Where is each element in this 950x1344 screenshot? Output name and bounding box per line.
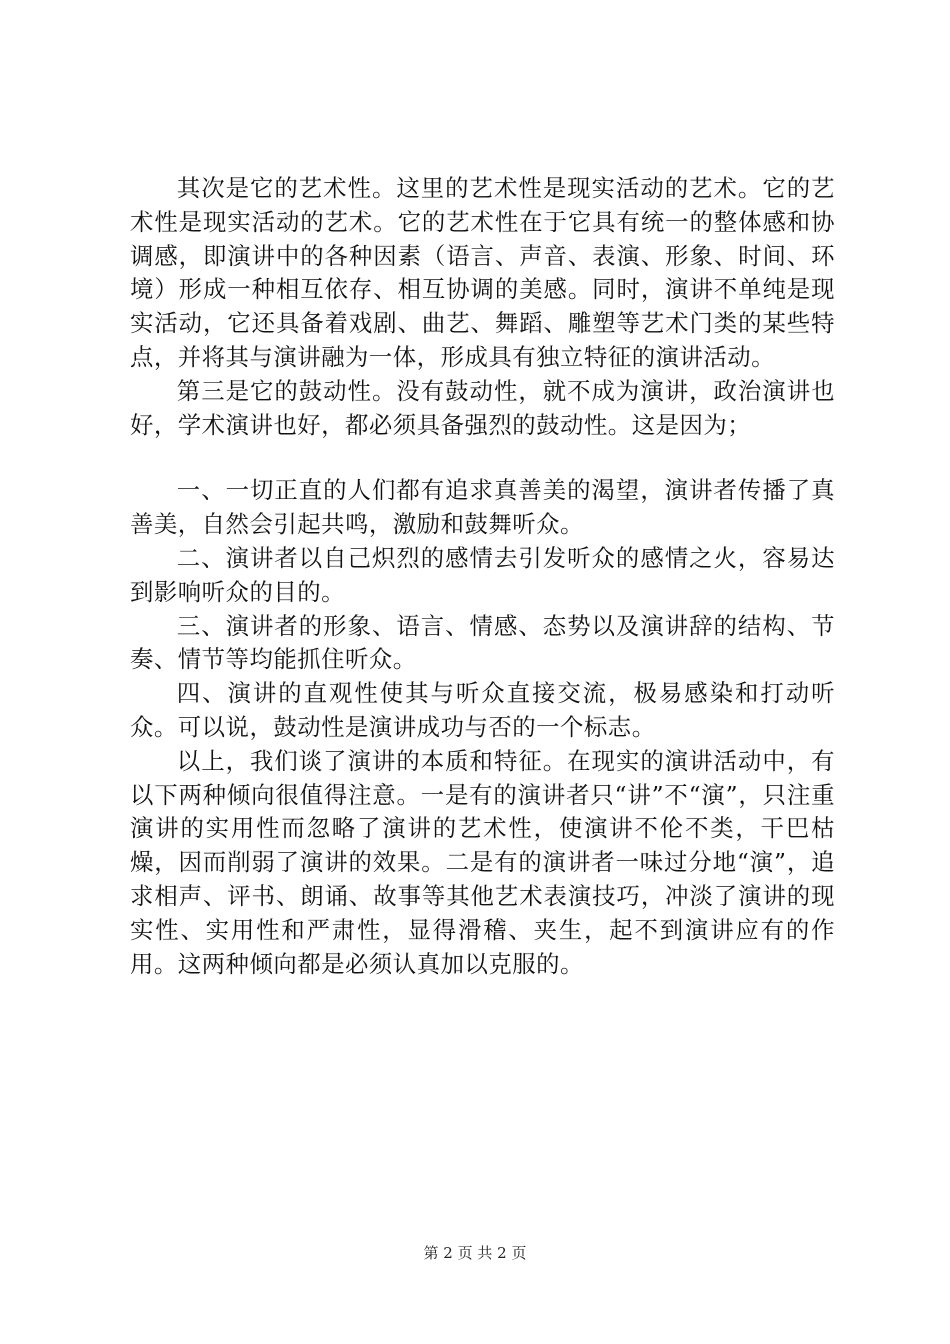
paragraph-gap (130, 442, 835, 474)
list-item-point-1: 一、一切正直的人们都有追求真善美的渴望，演讲者传播了真善美，自然会引起共鸣，激励和鼓舞听众。 (130, 476, 835, 539)
paragraph-conclusion: 以上，我们谈了演讲的本质和特征。在现实的演讲活动中，有以下两种倾向很值得注意。一是有的演讲者只“讲”不“演”，只注重演讲的实用性而忽略了演讲的艺术性，使演讲不伦不类，干巴枯燥，因而削弱了演讲的效果。二是有的演讲者一味过分地“演”，追求相声、评书、朗诵、故事等其他艺术表演技巧，冲淡了演讲的现实性、实用性和严肃性，显得滑稽、夹生，起不到演讲应有的作用。这两种倾向都是必须认真加以克服的。 (130, 746, 835, 978)
list-item-point-2: 二、演讲者以自己炽烈的感情去引发听众的感情之火，容易达到影响听众的目的。 (130, 543, 835, 606)
list-item-point-3: 三、演讲者的形象、语言、情感、态势以及演讲辞的结构、节奏、情节等均能抓住听众。 (130, 611, 835, 674)
list-item-point-4: 四、演讲的直观性使其与听众直接交流，极易感染和打动听众。可以说，鼓动性是演讲成功与否的一个标志。 (130, 679, 835, 741)
page-number-footer: 第 2 页 共 2 页 (423, 1244, 527, 1262)
paragraph-agitation: 第三是它的鼓动性。没有鼓动性，就不成为演讲，政治演讲也好，学术演讲也好，都必须具备强烈的鼓动性。这是因为； (130, 376, 835, 439)
paragraph-artistry: 其次是它的艺术性。这里的艺术性是现实活动的艺术。它的艺术性是现实活动的艺术。它的艺术性在于它具有统一的整体感和协调感，即演讲中的各种因素（语言、声音、表演、形象、时间、环境）形成一种相互依存、相互协调的美感。同时，演讲不单纯是现实活动，它还具备着戏剧、曲艺、舞蹈、雕塑等艺术门类的某些特点，并将其与演讲融为一体，形成具有独立特征的演讲活动。 (130, 174, 835, 371)
document-body (130, 172, 835, 981)
